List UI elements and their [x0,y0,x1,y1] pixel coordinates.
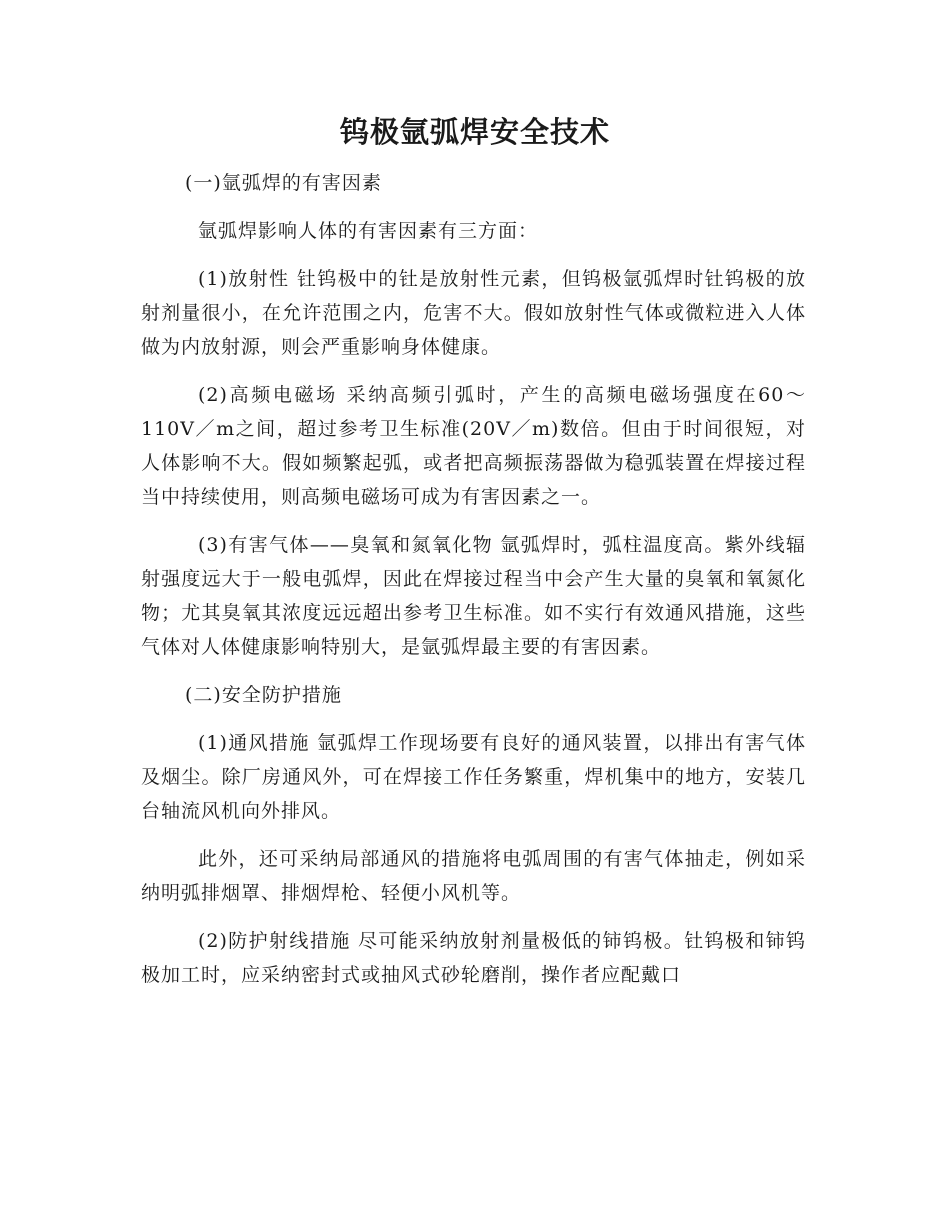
body-paragraph: 氩弧焊影响人体的有害因素有三方面： [198,220,539,242]
body-paragraph: (2)防护射线措施 尽可能采纳放射剂量极低的铈钨极。钍钨极和铈钨极加工时，应采纳密封式或抽风式砂轮磨削，操作者应配戴口 [141,930,806,986]
body-paragraph: (3)有害气体——臭氧和氮氧化物 氩弧焊时，弧柱温度高。紫外线辐射强度远大于一般电弧焊，因此在焊接过程当中会产生大量的臭氧和氧氮化物；尤其臭氧其浓度远远超出参考卫生标准。如不实行有效通风措施，这些气体对人体健康影响特别大，是氩弧焊最主要的有害因素。 [141,534,806,658]
document-body [141,166,806,1006]
body-paragraph: (2)高频电磁场 采纳高频引弧时，产生的高频电磁场强度在60～110V／m之间，超过参考卫生标准(20V／m)数倍。但由于时间很短，对人体影响不大。假如频繁起弧，或者把高频振荡器做为稳弧装置在焊接过程当中持续使用，则高频电磁场可成为有害因素之一。 [141,384,806,508]
body-paragraph: (1)通风措施 氩弧焊工作现场要有良好的通风装置，以排出有害气体及烟尘。除厂房通风外，可在焊接工作任务繁重，焊机集中的地方，安装几台轴流风机向外排风。 [141,732,806,822]
section-heading: (一)氩弧焊的有害因素 [185,172,382,194]
document-title: 钨极氩弧焊安全技术 [339,115,610,149]
body-paragraph: (1)放射性 钍钨极中的钍是放射性元素，但钨极氩弧焊时钍钨极的放射剂量很小，在允许范围之内，危害不大。假如放射性气体或微粒进入人体做为内放射源，则会严重影响身体健康。 [141,268,806,358]
section-heading: (二)安全防护措施 [185,684,342,706]
body-paragraph: 此外，还可采纳局部通风的措施将电弧周围的有害气体抽走，例如采纳明弧排烟罩、排烟焊枪、轻便小风机等。 [141,848,806,904]
